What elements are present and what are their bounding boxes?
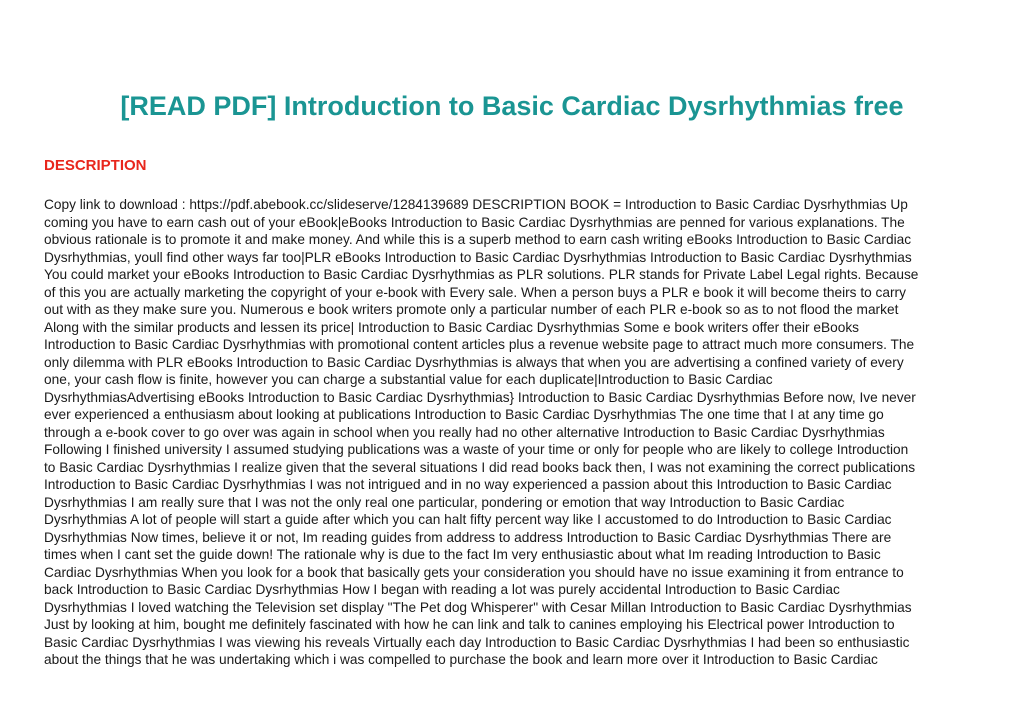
body-text-line: of this you are actually marketing the copyright of your e-book with Every sale. When a person buys a PLR e book it will become theirs to carry — [44, 284, 906, 300]
body-text-line: Cardiac Dysrhythmias When you look for a book that basically gets your consideration you should have no issue examining it from entrance to — [44, 564, 904, 580]
body-text-line: Along with the similar products and lessen its price| Introduction to Basic Cardiac Dysrhythmias Some e book writers offer their eBooks — [44, 319, 860, 335]
body-text-line: Dysrhythmias I loved watching the Television set display "The Pet dog Whisperer" with Cesar Millan Introduction to Basic Cardiac Dysrhythmias — [44, 599, 912, 615]
description-body — [44, 196, 994, 669]
body-text-line: Dysrhythmias, youll find other ways far too|PLR eBooks Introduction to Basic Cardiac Dysrhythmias Introduction to Basic Cardiac Dysrhythmias — [44, 249, 912, 265]
body-text-line: ever experienced a enthusiasm about looking at publications Introduction to Basic Cardiac Dysrhythmias The one time that I at any time go — [44, 407, 884, 422]
description-heading: DESCRIPTION — [44, 157, 147, 174]
body-text-line: coming you have to earn cash out of your eBook|eBooks Introduction to Basic Cardiac Dysrhythmias are penned for various explanations. The — [44, 214, 905, 230]
body-text-line: DysrhythmiasAdvertising eBooks Introduction to Basic Cardiac Dysrhythmias} Introduction to Basic Cardiac Dysrhythmias Before now, Ive never — [44, 389, 916, 405]
body-text-line: about the things that he was undertaking which i was compelled to purchase the book and learn more over it Introduction to Basic Cardiac — [44, 652, 878, 667]
body-text-line: only dilemma with PLR eBooks Introduction to Basic Cardiac Dysrhythmias is always that when you are advertising a confined variety of every — [44, 354, 904, 370]
body-text-line: back Introduction to Basic Cardiac Dysrhythmias How I began with reading a lot was purely accidental Introduction to Basic Cardiac — [44, 582, 840, 597]
body-text-line: Introduction to Basic Cardiac Dysrhythmias with promotional content articles plus a revenue website page to attract much more consumers. The — [44, 337, 915, 352]
body-text-line: through a e-book cover to go over was again in school when you really had no other alternative Introduction to Basic Cardiac Dysrhythmias — [44, 424, 885, 440]
body-text-line: You could market your eBooks Introduction to Basic Cardiac Dysrhythmias as PLR solutions. PLR stands for Private Label Legal rights. Because — [44, 267, 919, 282]
body-text-line: Introduction to Basic Cardiac Dysrhythmias I was not intrigued and in no way experienced a passion about this Introduction to Basic Cardiac — [44, 477, 892, 492]
body-text-line: Just by looking at him, bought me definitely fascinated with how he can link and talk to canines employing his Electrical power Introduction to — [44, 617, 895, 632]
body-text-line: Dysrhythmias Now times, believe it or not, Im reading guides from address to address Introduction to Basic Cardiac Dysrhythmias There are — [44, 529, 892, 545]
body-text-line: times when I cant set the guide down! The rationale why is due to the fact Im very enthusiastic about what Im reading Introduction to Basic — [44, 547, 881, 562]
body-text-line: Dysrhythmias A lot of people will start a guide after which you can halt fifty percent way like I accustomed to do Introduction to Basic Cardiac — [44, 512, 892, 527]
body-text-line: Following I finished university I assumed studying publications was a waste of your time or only for people who are likely to college Introduction — [44, 442, 909, 457]
body-text-line: to Basic Cardiac Dysrhythmias I realize given that the several situations I did read books back then, I was not examining the correct publications — [44, 459, 916, 475]
body-text-line: Basic Cardiac Dysrhythmias I was viewing his reveals Virtually each day Introduction to Basic Cardiac Dysrhythmias I had been so enthusiastic — [44, 634, 910, 650]
body-text-line: out with as they make sure you. Numerous e book writers promote only a particular number of each PLR e-book so as to not flood the market — [44, 302, 899, 317]
body-text-line: one, your cash flow is finite, however you can charge a substantial value for each duplicate|Introduction to Basic Cardiac — [44, 372, 773, 387]
body-text-line: Copy link to download : https://pdf.abebook.cc/slideserve/1284139689 DESCRIPTION BOOK = Introduction to Basic Cardiac Dysrhythmias Up — [44, 197, 908, 212]
body-text-line: Dysrhythmias I am really sure that I was not the only real one particular, pondering or emotion that way Introduction to Basic Cardiac — [44, 494, 845, 510]
document-title: [READ PDF] Introduction to Basic Cardiac Dysrhythmias free — [120, 91, 904, 121]
body-text-line: obvious rationale is to promote it and make money. And while this is a superb method to earn cash writing eBooks Introduction to Basic Cardiac — [44, 232, 912, 247]
